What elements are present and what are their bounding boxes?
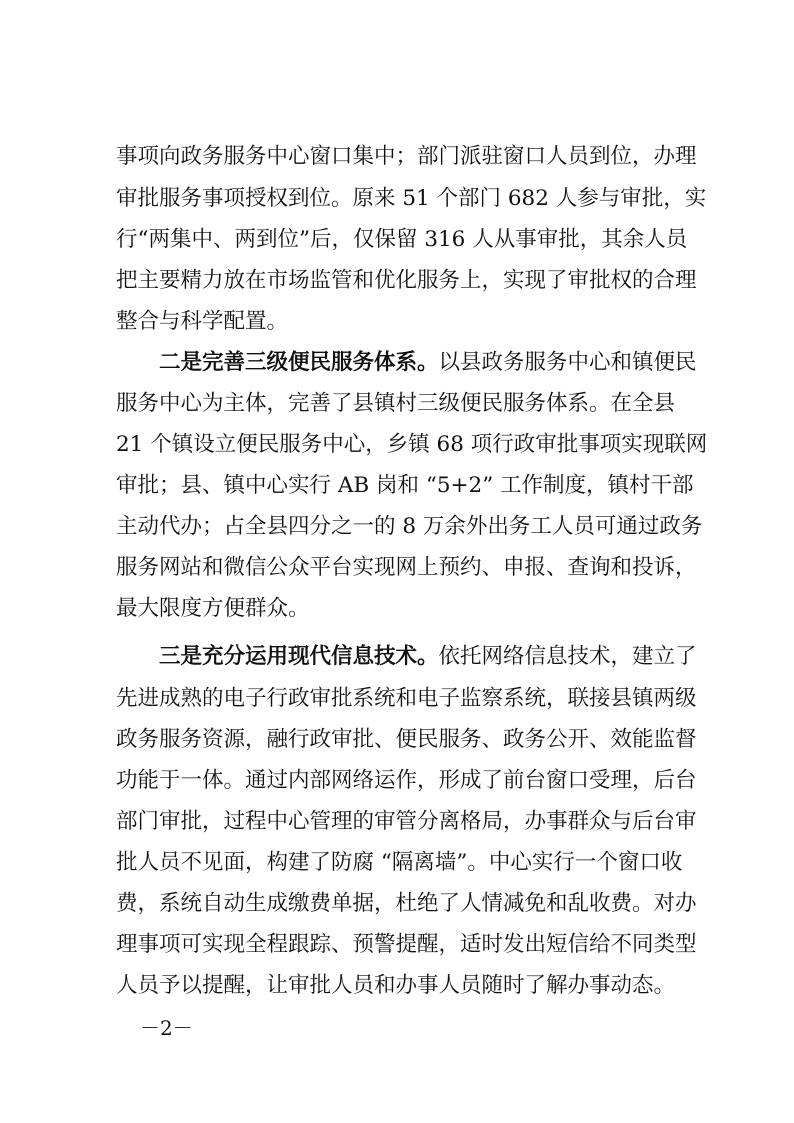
paragraph-3-line-7: 费，系统自动生成缴费单据，杜绝了人情减免和乱收费。对办: [116, 891, 697, 916]
paragraph-3-line-6: 批人员不见面，构建了防腐 “隔离墙”。中心实行一个窗口收: [116, 850, 683, 875]
paragraph-1-line-3: 行“两集中、两到位”后，仅保留 316 人从事审批，其余人员: [116, 227, 688, 252]
paragraph-2-line-3: 21 个镇设立便民服务中心，乡镇 68 项行政审批事项实现联网: [116, 432, 708, 457]
paragraph-3-line-1-text: 依托网络信息技术，建立了: [438, 644, 697, 669]
paragraph-3-heading: 三是充分运用现代信息技术。: [159, 644, 439, 669]
paragraph-3-line-1: [159, 641, 697, 673]
paragraph-2-line-7: 最大限度方便群众。: [116, 596, 310, 621]
paragraph-1-line-5: 整合与科学配置。: [116, 309, 289, 334]
paragraph-1-line-2: 审批服务事项授权到位。原来 51 个部门 682 人参与审批，实: [116, 186, 707, 211]
paragraph-2-heading: 二是完善三级便民服务体系。: [159, 350, 439, 375]
paragraph-3-line-5: 部门审批，过程中心管理的审管分离格局，办事群众与后台审: [116, 809, 697, 834]
paragraph-1-line-4: 把主要精力放在市场监管和优化服务上，实现了审批权的合理: [116, 268, 697, 293]
paragraph-2-line-5: 主动代办；占全县四分之一的 8 万余外出务工人员可通过政务: [116, 514, 703, 539]
paragraph-2-line-1: [159, 347, 697, 379]
paragraph-3-line-9: 人员予以提醒，让审批人员和办事人员随时了解办事动态。: [116, 973, 676, 998]
paragraph-1-line-1: 事项向政务服务中心窗口集中；部门派驻窗口人员到位，办理: [116, 144, 697, 169]
paragraph-3-line-3: 政务服务资源，融行政审批、便民服务、政务公开、效能监督: [116, 727, 697, 752]
paragraph-3-line-8: 理事项可实现全程跟踪、预警提醒，适时发出短信给不同类型: [116, 932, 697, 957]
paragraph-2-line-4: 审批；县、镇中心实行 AB 岗和 “5+2” 工作制度，镇村干部: [116, 473, 694, 498]
paragraph-2-line-1-text: 以县政务服务中心和镇便民: [438, 350, 697, 375]
page-number: －2－: [140, 1016, 193, 1040]
paragraph-3-line-2: 先进成熟的电子行政审批系统和电子监察系统，联接县镇两级: [116, 686, 697, 711]
paragraph-2-line-6: 服务网站和微信公众平台实现网上预约、申报、查询和投诉，: [116, 555, 697, 580]
paragraph-2-line-2: 服务中心为主体，完善了县镇村三级便民服务体系。在全县: [116, 391, 676, 416]
paragraph-3-line-4: 功能于一体。通过内部网络运作，形成了前台窗口受理，后台: [116, 768, 697, 793]
